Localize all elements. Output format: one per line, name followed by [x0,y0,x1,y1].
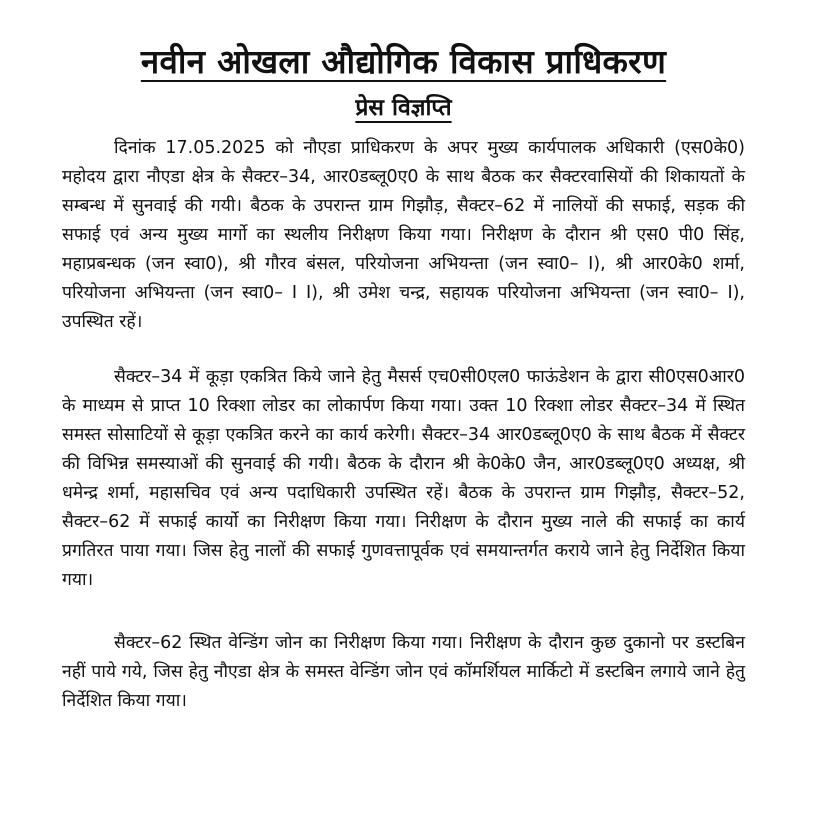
document-subtitle: प्रेस विज्ञप्ति [355,94,452,121]
paragraph-2: सैक्टर–34 में कूड़ा एकत्रित किये जाने हेतु मैसर्स एच0सी0एल0 फाऊंडेशन के द्वारा सी0एस0आर0 के माध्यम से प्राप्त 10 रिक्शा लोडर का लोकार्पण किया गया। उक्त 10 रिक्शा लोडर सैक्टर–34 में स्थित समस्त सोसाटियों से कूड़ा एकत्रित करने का कार्य करेगी। सैक्टर–34 आर0डब्लू0ए0 के साथ बैठक में सैक्टर की विभिन्न समस्याओं की सुनवाई की गयी। बैठक के दौरान श्री के0के0 जैन, आर0डब्लू0ए0 अध्यक्ष, श्री धमेन्द्र शर्मा, महासचिव एवं अन्य पदाधिकारी उपस्थित रहें। बैठक के उपरान्त ग्राम गिझौड़, सैक्टर–52, सैक्टर–62 में सफाई कार्यो का निरीक्षण किया गया। निरीक्षण के दौरान मुख्य नाले की सफाई का कार्य प्रगतिरत पाया गया। जिस हेतु नालों की सफाई गुणवत्तापूर्वक एवं समयान्तर्गत कराये जाने हेतु निर्देशित किया गया। [62,367,745,591]
paragraph-1: दिनांक 17.05.2025 को नौएडा प्राधिकरण के अपर मुख्य कार्यपालक अधिकारी (एस0के0) महोदय द्वारा नौएडा क्षेत्र के सैक्टर–34, आर0डब्लू0ए0 के साथ बैठक कर सैक्टरवासियों की शिकायतों के सम्बन्ध में सुनवाई की गयी। बैठक के उपरान्त ग्राम गिझौड़, सैक्टर–62 में नालियों की सफाई, सड़क की सफाई एवं अन्य मुख्य मार्गो का स्थलीय निरीक्षण किया गया। निरीक्षण के दौरान श्री एस0 पी0 सिंह, महाप्रबन्धक (जन स्वा0), श्री गौरव बंसल, परियोजना अभियन्ता (जन स्वा0– I), श्री आर0के0 शर्मा, परियोजना अभियन्ता (जन स्वा0– I I), श्री उमेश चन्द्र, सहायक परियोजना अभियन्ता (जन स्वा0– I), उपस्थित रहें। [62,138,745,333]
paragraph-3: सैक्टर–62 स्थित वेन्डिंग जोन का निरीक्षण किया गया। निरीक्षण के दौरान कुछ दुकानो पर डस्टबिन नहीं पाये गये, जिस हेतु नौएडा क्षेत्र के समस्त वेन्डिंग जोन एवं कॉमर्शियल मार्किटो में डस्टबिन लगाये जाने हेतु निर्देशित किया गया। [62,633,745,712]
document-body [62,134,745,716]
page-title: नवीन ओखला औद्योगिक विकास प्राधिकरण [140,42,667,81]
